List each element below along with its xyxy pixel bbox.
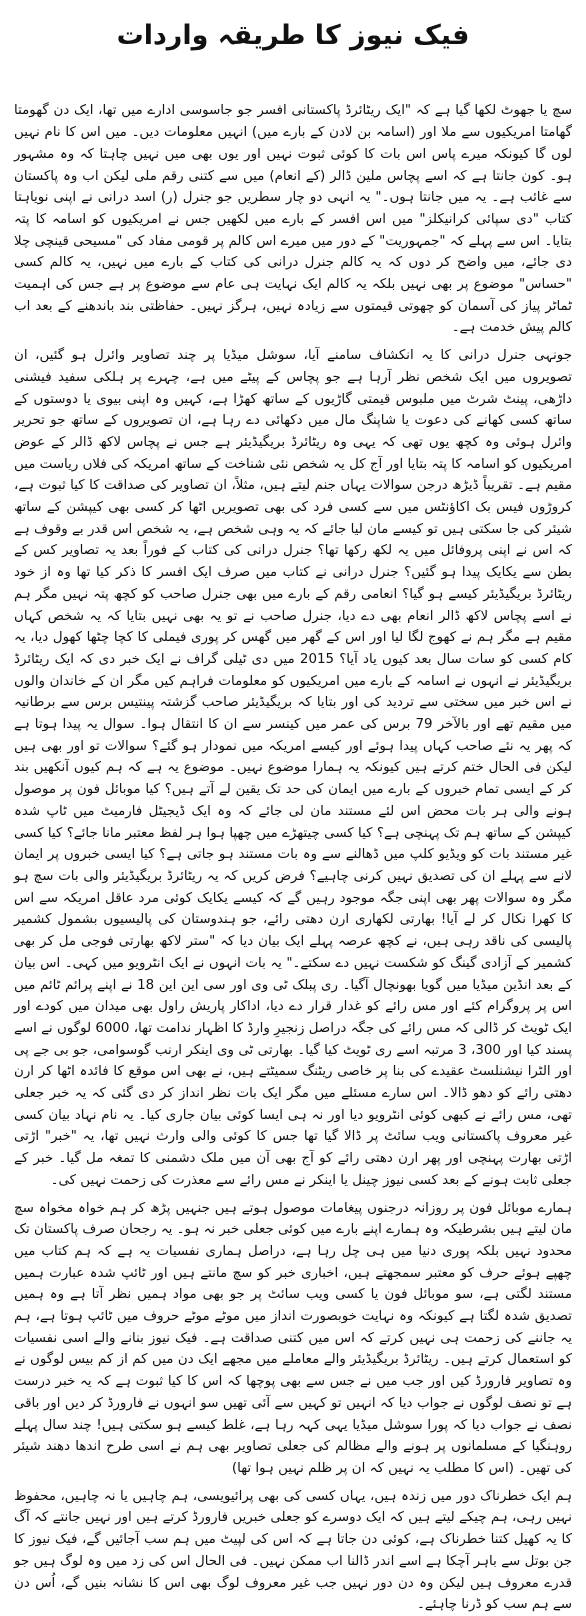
- article-title: فیک نیوز کا طریقہ واردات: [116, 20, 470, 51]
- article-paragraph-2: جونہی جنرل درانی کا یہ انکشاف سامنے آیا، سوشل میڈیا پر چند تصاویر وائرل ہو گئیں، ان تصویروں میں ایک شخص نظر آرہا ہے جو پچاس کے پیٹے میں ہے، چہرے پر ہلکی سفید فیشنی داڑھی، پینٹ شرٹ میں ملبوس قیمتی گاڑیوں کے ساتھ کھڑا ہے، کہیں وہ اپنی بیوی یا دوستوں کے ساتھ کسی کھانے کی دعوت یا شاپنگ مال میں دکھائی دے رہا ہے، ان تصویروں کے ساتھ جو تحریر وائرل ہوئی وہ کچھ یوں تھی کہ یہی وہ ریٹائرڈ بریگیڈیئر ہے جس نے پچاس لاکھ ڈالر کے عوض امریکیوں کو اسامہ کا پتہ بتایا اور آج کل یہ شخص نئی شناخت کے ساتھ امریکہ کی فلاں ریاست میں مقیم ہے۔ تقریباً ڈیڑھ درجن سوالات یہاں جنم لیتے ہیں، مثلاً، ان تصاویر کی صداقت کا کیا ثبوت ہے، کروڑوں فیس بک اکاؤنٹس میں سے کسی فرد کی بھی تصویریں اٹھا کر کسی بھی کیپشن کے ساتھ شیئر کی جا سکتی ہیں تو کیسے مان لیا جائے کہ یہ وہی شخص ہے، یہ شخص اس قدر بے وقوف ہے کہ اس نے اپنی پروفائل میں یہ لکھ رکھا تھا؟ جنرل درانی کی کتاب کے فوراً بعد یہ تصاویر کس کے بطن سے یکایک پیدا ہو گئیں؟ جنرل درانی نے کتاب میں صرف ایک افسر کا ذکر کیا تھا وہ از خود ریٹائرڈ بریگیڈیئر کیسے ہو گیا؟ انعامی رقم کے بارے میں بھی جنرل صاحب کو کچھ پتہ نہیں مگر ہم نے اسے پچاس لاکھ ڈالر انعام بھی دے دیا، جنرل صاحب نے تو یہ بھی نہیں بتایا کہ یہ شخص کہاں مقیم ہے مگر ہم نے کھوج لگا لیا اور اس کے گھر میں گھس کر پوری فیملی کا کچا چٹھا کھول دیا، یہ کام کسی کو سات سال بعد کیوں یاد آیا؟ 2015 میں دی ٹیلی گراف نے ایک خبر دی کہ ایک ریٹائرڈ بریگیڈیئر نے انہوں نے اسامہ کے بارے میں امریکیوں کو معلومات فراہم کیں مگر ان کے خاندان والوں نے اس خبر میں سختی سے تردید کی اور بتایا کہ بریگیڈیئر صاحب گزشتہ پینتیس برس سے برطانیہ میں مقیم تھے اور بالآخر 79 برس کی عمر میں کینسر سے ان کا انتقال ہوا۔ سوال یہ پیدا ہوتا ہے کہ پھر یہ نئے صاحب کہاں پیدا ہوئے اور کیسے امریکہ میں نمودار ہو گئے؟ سوالات تو اور بھی ہیں لیکن فی الحال ختم کرتے ہیں کیونکہ یہ ہمارا موضوع نہیں۔ موضوع یہ ہے کہ ہم کیوں آنکھیں بند کر کے ایسی تمام خبروں کے بارے میں ایمان کی حد تک یقین لے آتے ہیں؟ کیا موبائل فون پر موصول ہونے والی ہر بات محض اس لئے مستند مان لی جائے کہ وہ ایک ڈیجیٹل فارمیٹ میں ٹاپ شدہ کیپشن کے ساتھ ہم تک پہنچی ہے؟ کیا کسی چیتھڑے میں چھپا ہوا ہر لفظ معتبر مانا جائے؟ کیا کسی غیر مستند بات کو ویڈیو کلپ میں ڈھالنے سے وہ بات مستند ہو جاتی ہے؟ کیا ایسی خبروں پر ایمان لانے سے پہلے ان کی تصدیق نہیں کرنی چاہیے؟ فرض کریں کہ یہ ریٹائرڈ بریگیڈیئر والی بات سچ ہو مگر وہ سوالات پھر بھی اپنی جگہ موجود رہیں گے کہ کیسے یکایک کوئی مرد عاقل امریکہ سے اس کا کھرا نکال کر لے آیا! بھارتی لکھاری ارن دھتی رائے، جو ہندوستان کی پالیسیوں بشمول کشمیر پالیسی کی ناقد رہی ہیں، نے کچھ عرصہ پہلے ایک بیان دیا کہ "ستر لاکھ بھارتی فوجی مل کر بھی کشمیر کے آزادی گینگ کو شکست نہیں دے سکتے۔" یہ بات انہوں نے ایک انٹرویو میں کہی۔ اس بیان کے بعد انڈین میڈیا میں گویا بھونچال آگیا۔ ری پبلک ٹی وی اور سی این این 18 نے اپنے پرائم ٹائم میں اس پر پروگرام کئے اور مس رائے کو غدار قرار دے دیا، اداکار پاریش راول بھی میدان میں کودے اور ایک ٹویٹ کر ڈالی کہ مس رائے کی جگہ دراصل زنجیرِ وارڈ کا اظہار ندامت تھا، 6000 لوگوں نے اسے پسند کیا اور 300، 3 مرتبہ اسے ری ٹویٹ کیا گیا۔ بھارتی ٹی وی اینکر ارنب گوسوامی، جو بی جے پی اور الٹرا نیشنلسٹ عقیدے کی بنا پر خاصی ریٹنگ سمیٹتے ہیں، نے بھی اس موقع کا فائدہ اٹھا کر ارن دھتی رائے کو دھو ڈالا۔ اس سارے مسئلے میں مگر ایک بات نظر انداز کر دی گئی کہ یہ خبر جعلی تھی، مس رائے نے کبھی کوئی انٹرویو دیا اور نہ ہی ایسا کوئی بیان جاری کیا۔ یہ نام نہاد بیان کسی غیر معروف پاکستانی ویب سائٹ پر ڈالا گیا تھا جس کا کوئی والی وارث نہیں تھا، یہ "خبر" اڑتی اڑتی بھارت پہنچی اور پھر ارن دھتی رائے کو آج بھی آن میں ملک دشمنی کا تمغہ مل گیا۔ خبر کے جعلی ثابت ہونے کے بعد کسی نیوز چینل یا اینکر نے مس رائے سے معذرت کی زحمت نہیں کی۔: [14, 348, 572, 1188]
- article-paragraph-3: ہمارے موبائل فون پر روزانہ درجنوں پیغامات موصول ہوتے ہیں جنہیں پڑھ کر ہم خواہ مخواہ سچ مان لیتے ہیں بشرطیکہ وہ ہمارے اپنے بارے میں کوئی جعلی خبر نہ ہو۔ یہ رجحان صرف پاکستان تک محدود نہیں بلکہ پوری دنیا میں ہی چل رہا ہے، دراصل ہماری نفسیات یہ ہے کہ ہم کتاب میں چھپے ہوئے حرف کو معتبر سمجھتے ہیں، اخباری خبر کو سچ مانتے ہیں اور ٹائپ شدہ عبارت ہمیں مستند لگتی ہے، سو موبائل فون یا کسی ویب سائٹ پر جو بھی مواد ہمیں نظر آتا ہے وہ ہمیں تصدیق شدہ لگتا ہے کیونکہ وہ نہایت خوبصورت انداز میں موٹے موٹے حروف میں ٹائپ ہوتا ہے، ہم یہ جاننے کی زحمت ہی نہیں کرتے کہ اس میں کتنی صداقت ہے۔ فیک نیوز بنانے والے اسی نفسیات کو استعمال کرتے ہیں۔ ریٹائرڈ بریگیڈیئر والے معاملے میں مجھے ایک دن میں کم از کم بیس لوگوں نے وہ تصاویر فارورڈ کیں اور جب میں نے جس سے بھی پوچھا کہ اس کا کیا ثبوت ہے کہ یہ خبر درست ہے تو نصف لوگوں نے جواب دیا کہ انہیں تو کہیں سے آئی تھیں سو انہوں نے فارورڈ کر دیں اور باقی نصف نے جواب دیا کہ پورا سوشل میڈیا یہی کہہ رہا ہے، غلط کیسے ہو سکتی ہیں! چند سال پہلے روہنگیا کے مسلمانوں پر ہونے والے مظالم کی جعلی تصاویر بھی ہم نے اسی طرح اندھا دھند شیئر کی تھیں۔ (اس کا مطلب یہ نہیں کہ ان پر ظلم نہیں ہوا تھا): [14, 1200, 572, 1476]
- article-paragraph-4: ہم ایک خطرناک دور میں زندہ ہیں، یہاں کسی کی بھی پرائیویسی، ہم چاہیں یا نہ چاہیں، محفوظ نہیں رہی، ہم چیکے لیتے ہیں کہ ایک دوسرے کو جعلی خبریں فارورڈ کرتے ہیں اور نہیں جانتے کہ آگ کا یہ کھیل کتنا خطرناک ہے، کوئی دن جاتا ہے کہ اس کی لپیٹ میں ہم سب آجائیں گے، فیک نیوز کا جن بوتل سے باہر آچکا ہے اسے اندر ڈالنا اب ممکن نہیں۔ فی الحال اس کی زد میں وہ لوگ ہیں جو قدرے معروف ہیں لیکن وہ دن دور نہیں جب غیر معروف لوگ بھی اس کا نشانہ بنیں گے، اُس دن سے ہم سب کو ڈرنا چاہئے۔: [14, 1488, 572, 1613]
- article-paragraph-1: سچ یا جھوٹ لکھا گیا ہے کہ "ایک ریٹائرڈ پاکستانی افسر جو جاسوسی ادارے میں تھا، ایک دن گھومتا گھامتا امریکیوں سے ملا اور (اسامہ بن لادن کے بارے میں) انہیں معلومات دیں۔ میں اس کا نام نہیں لوں گا کیونکہ میرے پاس اس بات کا کوئی ثبوت نہیں اور یوں بھی میں نہیں چاہتا کہ وہ مشہور ہو۔ کون جانتا ہے کہ اسے پچاس ملین ڈالر (کے انعام) میں سے کتنی رقم ملی لیکن اب وہ پاکستان سے غائب ہے۔ یہ میں جانتا ہوں۔" یہ انہی دو چار سطریں جو جنرل (ر) اسد درانی نے اپنی نویاہتا کتاب "دی سپائی کرانیکلز" میں اس افسر کے بارے میں لکھیں جس نے امریکیوں کو اسامہ کا پتہ بتایا۔ اس سے پہلے کہ "جمہوریت" کے دور میں میرے اس کالم پر قومی مفاد کی "مسیحی قینچی چلا دی جائے، میں واضح کر دوں کہ یہ کالم جنرل درانی کی کتاب کے بارے میں نہیں، یہ کالم کسی "حساس" موضوع پر بھی نہیں بلکہ یہ کالم ایک نہایت ہی عام سے موضوع پر ہے جس کی اہمیت ٹماٹر پیاز کی آسمان کو چھوتی قیمتوں سے زیادہ نہیں، ہرگز نہیں۔ حفاظتی بند باندھنے کے بعد اب کالم پیش خدمت ہے۔: [14, 103, 572, 336]
